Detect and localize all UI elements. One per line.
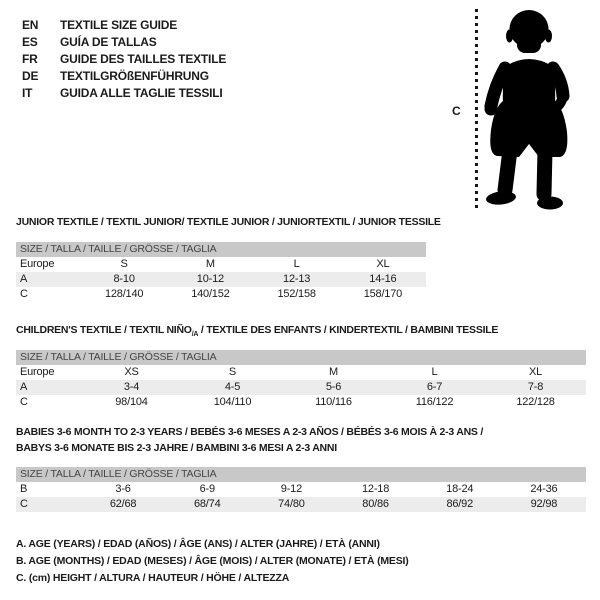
row-label: Europe — [20, 366, 55, 378]
size-cell: M — [329, 366, 338, 378]
value-cell: 92/98 — [530, 498, 558, 510]
size-cell: S — [120, 258, 128, 270]
value-cell: 6-7 — [426, 381, 443, 393]
lang-row-de — [22, 68, 226, 85]
legend-notes — [16, 536, 576, 587]
value-cell: 10-12 — [196, 273, 224, 285]
table-row-height — [16, 497, 586, 512]
value-cell: 24-36 — [530, 483, 558, 495]
babies-title-line2: BABYS 3-6 MONATE BIS 2-3 JAHRE / BAMBINI 3-6 MESI A 2-3 ANNI — [16, 442, 337, 454]
size-cell: M — [205, 258, 215, 270]
row-label: A — [20, 381, 28, 393]
table-row-europe — [16, 365, 586, 380]
title-main: CHILDREN'S TEXTILE / TEXTIL NIÑO — [16, 324, 192, 336]
lang-row-it — [22, 85, 226, 102]
height-measure-dashed-line — [475, 9, 478, 208]
value-cell: 152/158 — [277, 288, 316, 300]
value-cell: 128/140 — [104, 288, 144, 300]
lang-code: DE — [22, 69, 39, 83]
table-row-age — [16, 272, 426, 287]
junior-table-title: JUNIOR TEXTILE / TEXTIL JUNIOR/ TEXTILE JUNIOR / JUNIORTEXTIL / JUNIOR TESSILE — [16, 216, 441, 228]
value-cell: 5-6 — [325, 381, 342, 393]
size-cell: XL — [528, 366, 543, 378]
lang-row-es — [22, 34, 226, 51]
value-cell: 74/80 — [278, 498, 305, 510]
size-cell: L — [431, 366, 438, 378]
value-cell: 3-6 — [115, 483, 131, 495]
lang-label: GUIDA ALLE TAGLIE TESSILI — [60, 86, 223, 100]
value-cell: 18-24 — [446, 483, 474, 495]
value-cell: 7-8 — [527, 381, 544, 393]
lang-row-fr — [22, 51, 226, 68]
note-a: A. AGE (YEARS) / EDAD (AÑOS) / ÂGE (ANS) / ALTER (JAHRE) / ETÀ (ANNI) — [16, 538, 380, 550]
value-cell: 158/170 — [363, 288, 403, 300]
value-cell: 62/68 — [109, 498, 137, 510]
figure-height-label: C — [452, 104, 461, 118]
value-cell: 3-4 — [123, 381, 140, 393]
title-rest: / TEXTILE DES ENFANTS / KINDERTEXTIL / BAMBINI TESSILE — [198, 324, 499, 336]
value-cell: 6-9 — [199, 483, 215, 495]
value-cell: 140/152 — [191, 288, 230, 300]
note-b: B. AGE (MONTHS) / EDAD (MESES) / ÂGE (MOIS) / ALTER (MONATE) / ETÀ (MESI) — [16, 555, 409, 567]
size-cell: S — [228, 366, 237, 378]
children-size-table — [16, 350, 586, 410]
size-cell: XS — [124, 366, 139, 378]
babies-title-line1: BABIES 3-6 MONTH TO 2-3 YEARS / BEBÉS 3-6 MESES A 2-3 AÑOS / BÉBÉS 3-6 MOIS À 2-3 ANS / — [16, 426, 484, 438]
value-cell: 86/92 — [446, 498, 473, 510]
size-header-bar: SIZE / TALLA / TAILLE / GRÖSSE / TAGLIA — [16, 242, 426, 257]
row-label: C — [20, 288, 28, 300]
table-row-europe — [16, 257, 426, 272]
children-table-title — [16, 322, 588, 343]
size-header-bar: SIZE / TALLA / TAILLE / GRÖSSE / TAGLIA — [16, 350, 586, 365]
title-sub: /A — [191, 331, 199, 339]
junior-size-table — [16, 242, 426, 302]
lang-code: ES — [22, 35, 38, 49]
lang-code: EN — [22, 18, 39, 32]
lang-label: TEXTILE SIZE GUIDE — [60, 18, 178, 32]
table-row-height — [16, 395, 586, 410]
value-cell: 12-18 — [362, 483, 390, 495]
note-c: C. (cm) HEIGHT / ALTURA / HAUTEUR / HÖHE / ALTEZZA — [16, 572, 290, 584]
value-cell: 68/74 — [193, 498, 221, 510]
lang-label: TEXTILGRÖßENFÜHRUNG — [60, 69, 209, 83]
value-cell: 9-12 — [280, 483, 303, 495]
value-cell: 80/86 — [362, 498, 389, 510]
value-cell: 4-5 — [224, 381, 241, 393]
value-cell: 12-13 — [283, 273, 311, 285]
size-cell: XL — [376, 258, 390, 270]
lang-code: FR — [22, 52, 38, 66]
babies-table-title — [16, 424, 588, 456]
value-cell: 110/116 — [315, 396, 352, 408]
value-cell: 14-16 — [369, 273, 397, 285]
value-cell: 116/122 — [415, 396, 454, 408]
size-cell: L — [293, 258, 300, 270]
row-label: B — [20, 483, 28, 495]
lang-code: IT — [22, 86, 33, 100]
language-title-list — [22, 17, 226, 102]
value-cell: 8-10 — [113, 273, 135, 285]
value-cell: 122/128 — [516, 396, 555, 408]
table-row-months — [16, 482, 586, 497]
size-header-bar: SIZE / TALLA / TAILLE / GRÖSSE / TAGLIA — [16, 467, 586, 482]
table-row-height — [16, 287, 426, 302]
table-row-age — [16, 380, 586, 395]
lang-label: GUIDE DES TAILLES TEXTILE — [60, 52, 227, 66]
toddler-silhouette-icon — [484, 8, 570, 210]
value-cell: 98/104 — [115, 396, 148, 408]
row-label: A — [20, 273, 28, 285]
lang-label: GUÍA DE TALLAS — [60, 35, 157, 49]
row-label: Europe — [20, 258, 55, 270]
row-label: C — [20, 498, 28, 510]
babies-size-table — [16, 467, 586, 512]
lang-row-en — [22, 17, 226, 34]
row-label: C — [20, 396, 28, 408]
value-cell: 104/110 — [213, 396, 252, 408]
